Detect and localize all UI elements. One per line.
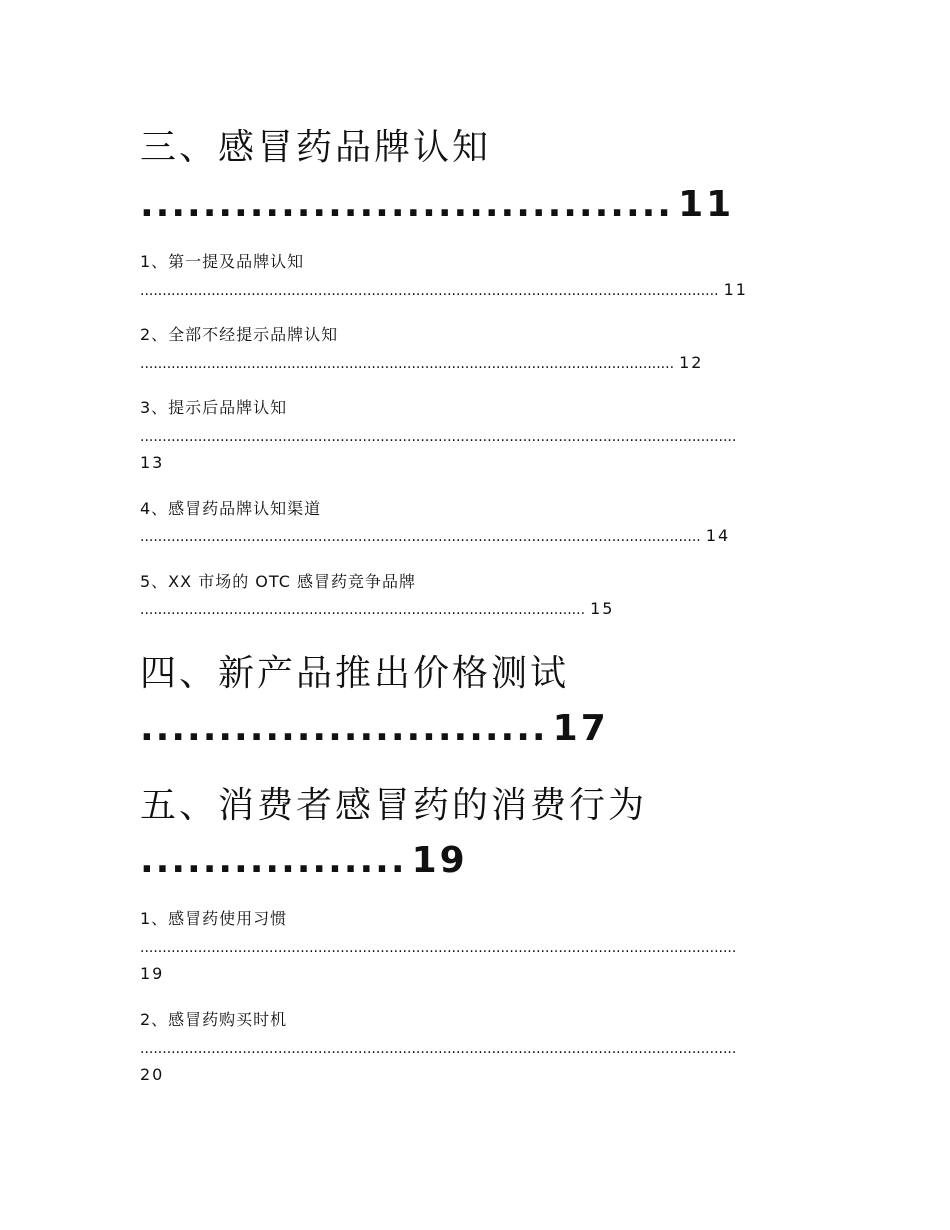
toc-heading-4[interactable]: 四、新产品推出价格测试 xyxy=(140,653,570,694)
page-number: 13 xyxy=(140,453,165,472)
toc-item-3-5[interactable]: 5、XX 市场的 OTC 感冒药竞争品牌 xyxy=(140,572,416,591)
page-number: 15 xyxy=(590,599,615,618)
page-number: 14 xyxy=(705,526,731,545)
toc-heading-4-leader xyxy=(140,709,609,749)
dot-leader: .......................... xyxy=(140,708,548,749)
toc-heading-5-leader xyxy=(140,841,468,881)
toc-heading-3-leader xyxy=(140,185,734,225)
page-number: 11 xyxy=(678,184,735,225)
toc-item-3-4-leader xyxy=(140,526,730,546)
toc-item-3-4[interactable]: 4、感冒药品牌认知渠道 xyxy=(140,499,322,518)
toc-item-3-3[interactable]: 3、提示后品牌认知 xyxy=(140,398,288,417)
page-number: 19 xyxy=(140,964,165,983)
toc-heading-5[interactable]: 五、消费者感冒药的消费行为 xyxy=(140,785,648,826)
toc-item-3-1-leader xyxy=(140,280,748,300)
dot-leader: ................. xyxy=(140,840,407,881)
dot-leader: .................................................................................................... xyxy=(140,602,586,618)
toc-item-5-1[interactable]: 1、感冒药使用习惯 xyxy=(140,909,288,928)
page-number: 20 xyxy=(140,1065,165,1084)
dot-leader: .............................................................................................................................. xyxy=(140,529,701,545)
toc-item-5-2[interactable]: 2、感冒药购买时机 xyxy=(140,1010,288,1029)
dot-leader: .................................. xyxy=(140,184,673,225)
toc-item-3-5-leader xyxy=(140,599,614,619)
toc-heading-3[interactable]: 三、感冒药品牌认知 xyxy=(140,127,492,168)
dot-leader: ...................................................................................................................................... xyxy=(140,940,737,956)
dot-leader: .................................................................................................................................. xyxy=(140,283,719,299)
toc-item-3-2-leader xyxy=(140,353,703,373)
dot-leader: ...................................................................................................................................... xyxy=(140,1041,737,1057)
page-number: 17 xyxy=(552,708,609,749)
page-number: 19 xyxy=(411,840,468,881)
page-number: 11 xyxy=(723,280,748,299)
dot-leader: ...................................................................................................................................... xyxy=(140,429,737,445)
toc-item-3-2[interactable]: 2、全部不经提示品牌认知 xyxy=(140,325,339,344)
toc-item-3-1[interactable]: 1、第一提及品牌认知 xyxy=(140,252,305,271)
dot-leader: ........................................................................................................................ xyxy=(140,356,675,372)
page-number: 12 xyxy=(679,353,704,372)
